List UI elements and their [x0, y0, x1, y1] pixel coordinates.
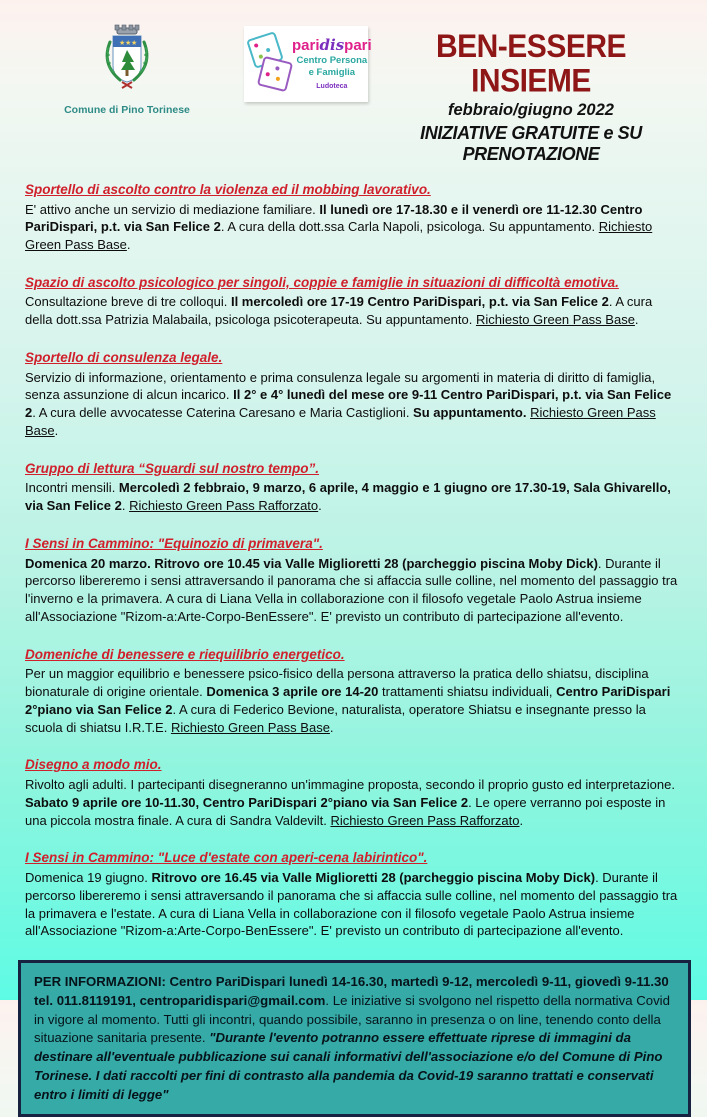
paridispari-logo [244, 26, 372, 102]
event-section-drawing [25, 756, 683, 829]
section-body: E' attivo anche un servizio di mediazione familiare. Il lunedì ore 17-18.30 e il venerdì ore 11-12.30 Centro PariDispari, p.t. via San Felice 2. A cura della dott.ssa Carla Napoli, psicologa. Su appuntamento. Richiesto Green Pass Base. [25, 201, 653, 253]
subtitle-initiatives: INIZIATIVE GRATUITE e SU PRENOTAZIONE [420, 123, 642, 164]
events-list [0, 165, 707, 940]
logo-word-dis: dis [319, 35, 345, 54]
section-body: Servizio di informazione, orientamento e prima consulenza legale su argomenti in materia di diritto di famiglia, senza assunzione di alcun incarico. Il 2° e 4° lunedì del mese ore 9-11 Centro PariDispari, p.t. via San Felice 2. A cura delle avvocatesse Caterina Caresano e Maria Castiglioni. Su appuntamento. Richiesto Green Pass Base. [25, 369, 672, 439]
page-title: BEN-ESSERE INSIEME [435, 28, 627, 99]
svg-text:★: ★ [131, 40, 138, 47]
section-body: Per un maggior equilibrio e benessere psico-fisico della persona attraverso la pratica dello shiatsu, disciplina bionaturale di origine orientale. Domenica 3 aprile ore 14-20 trattamenti shiatsu individuali, Centro PariDispari 2°piano via San Felice 2. A cura di Federico Bevione, naturalista, operatore Shiatsu e insegnante presso la scuola di shiatsu I.R.T.E. Richiesto Green Pass Base. [25, 666, 671, 735]
section-heading: Sportello di consulenza legale. [25, 350, 223, 366]
logo-subtitle-line2: e Famiglia [308, 66, 356, 78]
section-heading: Disegno a modo mio. [25, 757, 162, 773]
svg-text:★: ★ [119, 40, 126, 47]
event-section-reading-group [25, 460, 683, 515]
municipal-crest-icon [62, 24, 192, 98]
section-heading: Domeniche di benessere e riequilibrio energetico. [25, 646, 345, 662]
svg-text:★: ★ [125, 40, 132, 47]
event-section-legal-advice [25, 349, 683, 440]
logo-word-pari2: pari [344, 36, 372, 54]
logo-subtitle-line1: Centro Persona [296, 54, 368, 66]
title-block [373, 24, 689, 165]
section-body: Domenica 19 giugno. Ritrovo ore 16.45 via Valle Miglioretti 28 (parcheggio piscina Moby Dick). Durante il percorso libereremo i sensi attraversando il panorama che si affaccia sulle colline, nel momento del passaggio tra la primavera e l'estate. A cura di Liana Vella in collaborazione con il filosofo vegetale Paolo Astrua insieme all'Associazione "Rizom-a:Arte-Corpo-BenEssere". E' previsto un contributo di partecipazione all'evento. [25, 869, 678, 939]
event-section-sensi-luce-estate [25, 849, 683, 940]
municipal-crest-block [62, 24, 192, 116]
section-body: Rivolto agli adulti. I partecipanti disegneranno un'immagine proposta, secondo il proprio gusto ed interpretazione. Sabato 9 aprile ore 10-11.30, Centro PariDispari 2°piano via San Felice 2. Le opere verranno poi esposte in una piccola mostra finale. A cura di Sandra Valdevilt. Richiesto Green Pass Rafforzato. [25, 776, 675, 828]
municipality-name: Comune di Pino Torinese [64, 104, 190, 116]
header [0, 0, 707, 165]
section-heading: Gruppo di lettura “Sguardi sul nostro tempo”. [25, 460, 320, 476]
event-section-shiatsu-sundays [25, 646, 683, 737]
event-section-psychological-listening [25, 274, 683, 329]
logo-subtitle-line3: Ludoteca [316, 82, 348, 90]
section-body: Incontri mensili. Mercoledì 2 febbraio, 9 marzo, 6 aprile, 4 maggio e 1 giugno ore 17.30-19, Sala Ghivarello, via San Felice 2. Richiesto Green Pass Rafforzato. [25, 480, 671, 514]
section-heading: Spazio di ascolto psicologico per singoli, coppie e famiglie in situazioni di difficoltà emotiva. [25, 274, 619, 290]
section-heading: I Sensi in Cammino: "Luce d'estate con aperi-cena labirintico". [25, 850, 428, 866]
section-heading: I Sensi in Cammino: "Equinozio di primavera". [25, 535, 323, 551]
info-contact-text: PER INFORMAZIONI: Centro PariDispari lunedì 14-16.30, martedì 9-12, mercoledì 9-11, giovedì 9-11.30 tel. 011.8119191, centroparidispari@gmail.com. Le iniziative si svolgono nel rispetto della normativa Covid in vigore al momento. Tutti gli incontri, quando possibile, saranno in presenza o on line, tenendo conto della situazione sanitaria presente. "Durante l'evento potranno essere effettuate riprese di immagini da destinare all'eventuale pubblicazione sui canali informativi dell'associazione e/o del Comune di Pino Torinese. I dati raccolti per fini di contrasto alla pandemia da Covid-19 saranno trattati e conservati entro i limiti di legge" [34, 974, 670, 1102]
section-heading: Sportello di ascolto contro la violenza ed il mobbing lavorativo. [25, 182, 431, 197]
section-body: Domenica 20 marzo. Ritrovo ore 10.45 via Valle Miglioretti 28 (parcheggio piscina Moby Dick). Durante il percorso libereremo i sensi attraversando il panorama che si affaccia sulle colline, nel momento del passaggio tra l'inverno e la primavera. A cura di Liana Vella in collaborazione con il filosofo vegetale Paolo Astrua insieme all'Associazione "Rizom-a:Arte-Corpo-BenEssere". E' previsto un contributo di partecipazione all'evento. [25, 555, 678, 624]
event-section-sensi-equinozio [25, 535, 683, 626]
info-contact-box [18, 960, 691, 1117]
section-body: Consultazione breve di tre colloqui. Il mercoledì ore 17-19 Centro PariDispari, p.t. via San Felice 2. A cura della dott.ssa Patrizia Malabaila, psicologa psicoterapeuta. Su appuntamento. Richiesto Green Pass Base. [25, 294, 653, 328]
date-range: febbraio/giugno 2022 [448, 101, 614, 119]
logo-word-pari1: pari [292, 36, 320, 54]
logo-text [292, 35, 372, 90]
dice-icon [248, 29, 292, 99]
event-section-violence-helpdesk [25, 181, 683, 254]
